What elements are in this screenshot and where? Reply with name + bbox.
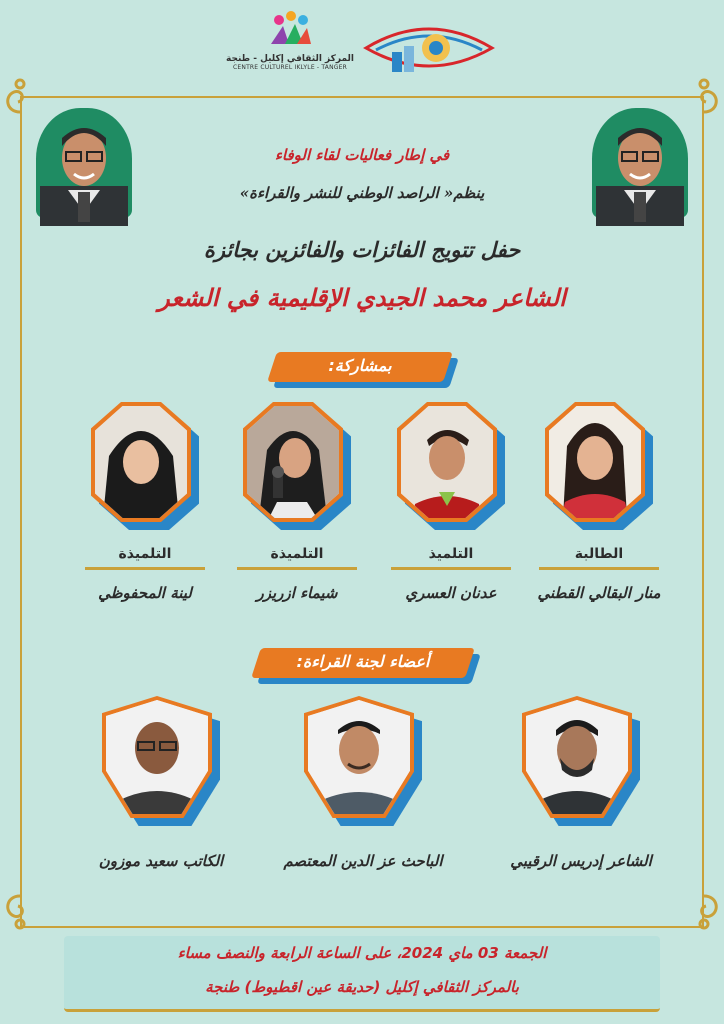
participant-photo-icon — [95, 406, 187, 518]
intro-line-1: في إطار فعاليات لقاء الوفاء — [274, 146, 450, 164]
participant-name: عدنان العسري — [405, 584, 497, 602]
swirl-ornament-icon — [2, 894, 38, 930]
participant-card — [524, 402, 674, 602]
participant-card — [222, 402, 372, 602]
logo-french-name: CENTRE CULTUREL IKLYLE - TANGER — [233, 64, 347, 71]
participant-card — [376, 402, 526, 602]
logo-arabic-name: المركز الثقافي إكليل - طنجة — [226, 54, 354, 64]
event-location: بالمركز الثقافي إكليل (حديقة عين اقطيوط) طنجة — [205, 978, 519, 996]
jury-name: الكاتب سعيد موزون — [98, 852, 224, 870]
jury-card — [486, 696, 676, 870]
man-portrait-icon — [596, 116, 684, 226]
participant-photo-icon — [549, 406, 641, 518]
jury-card — [66, 696, 256, 870]
participant-name: منار البقالي القطني — [537, 584, 661, 602]
jury-card — [268, 696, 458, 870]
iklyle-logo-icon — [265, 10, 315, 50]
event-date-time: الجمعة 03 ماي 2024، على الساعة الرابعة والنصف مساء — [177, 944, 547, 962]
participant-photo-icon — [247, 406, 339, 518]
jury-heading-ribbon — [256, 648, 470, 678]
jury-heading: أعضاء لجنة القراءة: — [296, 652, 430, 671]
participant-role: التلميذة — [118, 546, 172, 562]
participants-heading: بمشاركة: — [328, 356, 392, 375]
participant-card — [70, 402, 220, 602]
intro-line-2: ينظم« الراصد الوطني للنشر والقراءة» — [239, 184, 485, 202]
title-line-1: حفل تتويج الفائزات والفائزين بجائزة — [203, 238, 521, 262]
jury-name: الباحث عز الدين المعتصم — [283, 852, 443, 870]
honoree-portrait-left — [30, 108, 138, 226]
participant-name: لينة المحفوظي — [98, 584, 192, 602]
man-portrait-icon — [40, 116, 128, 226]
observatory-eye-logo-icon — [362, 14, 496, 84]
participant-role: الطالبة — [574, 546, 624, 562]
jury-name: الشاعر إدريس الرقيبي — [510, 852, 652, 870]
title-line-2: الشاعر محمد الجيدي الإقليمية في الشعر — [158, 284, 566, 312]
participant-role: التلميذة — [270, 546, 324, 562]
participant-role: التلميذ — [428, 546, 474, 562]
iklyle-logo — [220, 10, 360, 80]
participants-heading-ribbon — [272, 352, 448, 382]
participant-photo-icon — [401, 406, 493, 518]
swirl-ornament-icon — [686, 894, 722, 930]
participant-name: شيماء ازريزر — [256, 584, 338, 602]
honoree-portrait-right — [586, 108, 694, 226]
event-details-footer — [64, 936, 660, 1012]
